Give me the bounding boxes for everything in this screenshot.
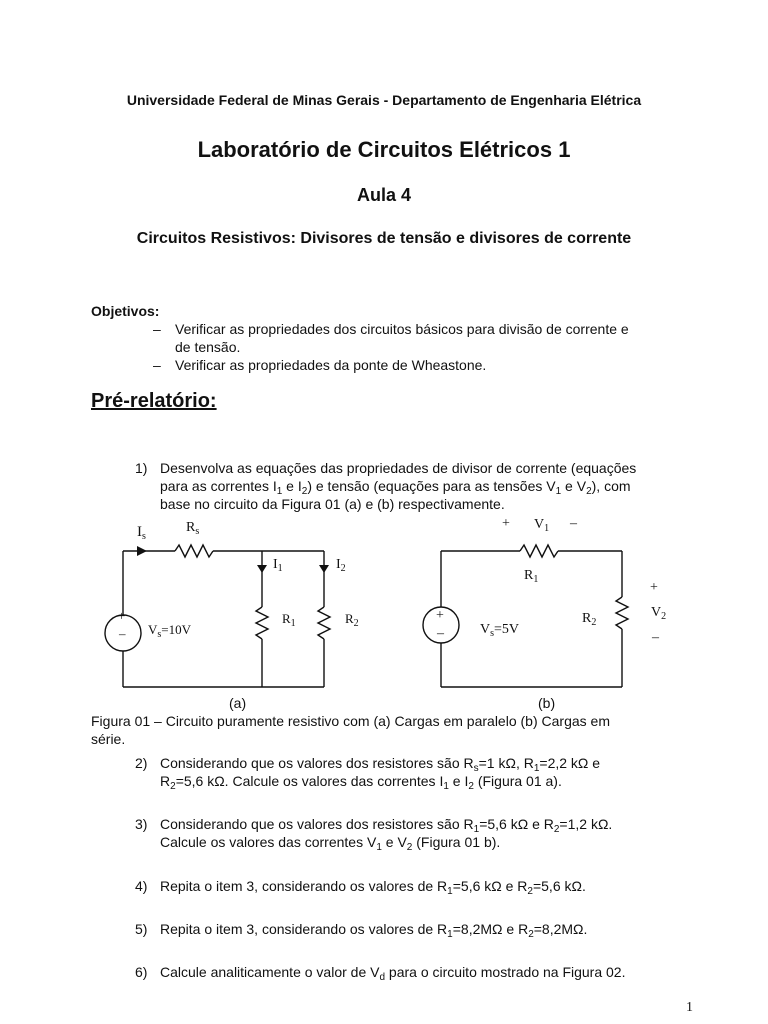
document-title: Laboratório de Circuitos Elétricos 1 <box>197 137 571 162</box>
q5-text: Repita o item 3, considerando os valores de $R_1=8,2M\Omega$ e $R_2=8,2M\Omega$. <box>160 921 588 940</box>
resistor-r2 <box>318 607 330 639</box>
q2-line-1: Considerando que os valores dos resistores são $R_s=1$ kΩ, $R_1=2,2$ kΩ e <box>160 755 601 774</box>
circuit-a <box>105 545 330 687</box>
page-number: 1 <box>686 1000 693 1015</box>
label-r1: $R_1$ <box>524 568 539 585</box>
objectives-heading: Objetivos: <box>91 303 160 319</box>
label-v1: $V_1$ <box>534 517 550 534</box>
q6-text: Calcule analiticamente o valor de $V_d$ para o circuito mostrado na Figura 02. <box>160 964 626 983</box>
figure-b-caption: (b) <box>538 695 556 711</box>
q3-line-2: Calcule os valores das correntes $V_1$ e $V_2$ (Figura 01 b). <box>160 834 501 853</box>
label-i2: $I_2$ <box>336 557 346 574</box>
figure-a-caption: (a) <box>229 695 247 711</box>
source-minus: – <box>119 626 126 641</box>
label-r2: $R_2$ <box>582 611 597 628</box>
v2-minus: – <box>652 630 659 645</box>
label-v2: $V_2$ <box>651 605 667 622</box>
v1-plus: + <box>502 516 510 531</box>
q6-number: 6) <box>135 964 148 980</box>
label-i1: $I_1$ <box>273 557 283 574</box>
resistor-r1 <box>520 545 558 557</box>
bullet-dash: – <box>153 357 161 373</box>
source-minus: – <box>437 626 444 641</box>
q4-text: Repita o item 3, considerando os valores de $R_1=5,6$ kΩ e $R_2=5,6$ kΩ. <box>160 878 586 897</box>
lesson-subtitle: Circuitos Resistivos: Divisores de tensão e divisores de corrente <box>136 230 632 247</box>
arrow-i2 <box>319 565 329 573</box>
bullet-dash: – <box>153 321 161 337</box>
q5-number: 5) <box>135 921 148 937</box>
resistor-rs <box>175 545 213 557</box>
q1-line-1: Desenvolva as equações das propriedades de divisor de corrente (equações <box>160 460 637 476</box>
objective-item-2: Verificar as propriedades da ponte de Wheastone. <box>175 357 487 373</box>
label-r1: $R_1$ <box>282 611 296 629</box>
resistor-r2 <box>616 597 628 629</box>
resistor-r1 <box>256 607 268 639</box>
q2-line-2: $R_2=5,6$ kΩ. Calcule os valores das correntes $I_1$ e $I_2$ (Figura 01 a). <box>160 773 562 792</box>
label-vs-value: $V_s=5V$ <box>480 622 520 639</box>
objective-item-1-line-2: de tensão. <box>175 339 241 355</box>
v1-minus: – <box>570 516 577 531</box>
q3-line-1: Considerando que os valores dos resistores são $R_1=5,6$ kΩ e $R_2=1,2$ kΩ. <box>160 816 613 835</box>
objective-item-1-line-1: Verificar as propriedades dos circuitos básicos para divisão de corrente e <box>175 321 629 337</box>
lesson-label: Aula 4 <box>356 185 412 205</box>
label-is: $I_s$ <box>137 524 146 542</box>
source-plus: + <box>436 608 444 623</box>
label-rs: $R_s$ <box>186 520 200 537</box>
label-r2: $R_2$ <box>345 611 359 629</box>
q1-number: 1) <box>135 460 148 476</box>
section-title-pre-report: Pré-relatório: <box>91 390 217 412</box>
q3-number: 3) <box>135 816 148 832</box>
arrow-i1 <box>257 565 267 573</box>
v2-plus: + <box>650 580 658 595</box>
source-plus: + <box>118 608 126 623</box>
figure-01-caption-line-2: série. <box>91 731 126 747</box>
q1-line-3: base no circuito da Figura 01 (a) e (b) respectivamente. <box>160 496 505 512</box>
q1-line-2: para as correntes $I_1$ e $I_2$) e tensão (equações para as tensões $V_1$ e $V_2$), com <box>160 478 631 497</box>
q4-number: 4) <box>135 878 148 894</box>
institution-header: Universidade Federal de Minas Gerais - Departamento de Engenharia Elétrica <box>126 92 642 108</box>
q2-number: 2) <box>135 755 148 771</box>
figure-01-caption-line-1: Figura 01 – Circuito puramente resistivo com (a) Cargas em paralelo (b) Cargas em <box>91 713 610 729</box>
label-vs-value: $V_s=10V$ <box>148 622 192 640</box>
arrow-is <box>137 546 147 556</box>
circuit-b <box>423 545 628 687</box>
